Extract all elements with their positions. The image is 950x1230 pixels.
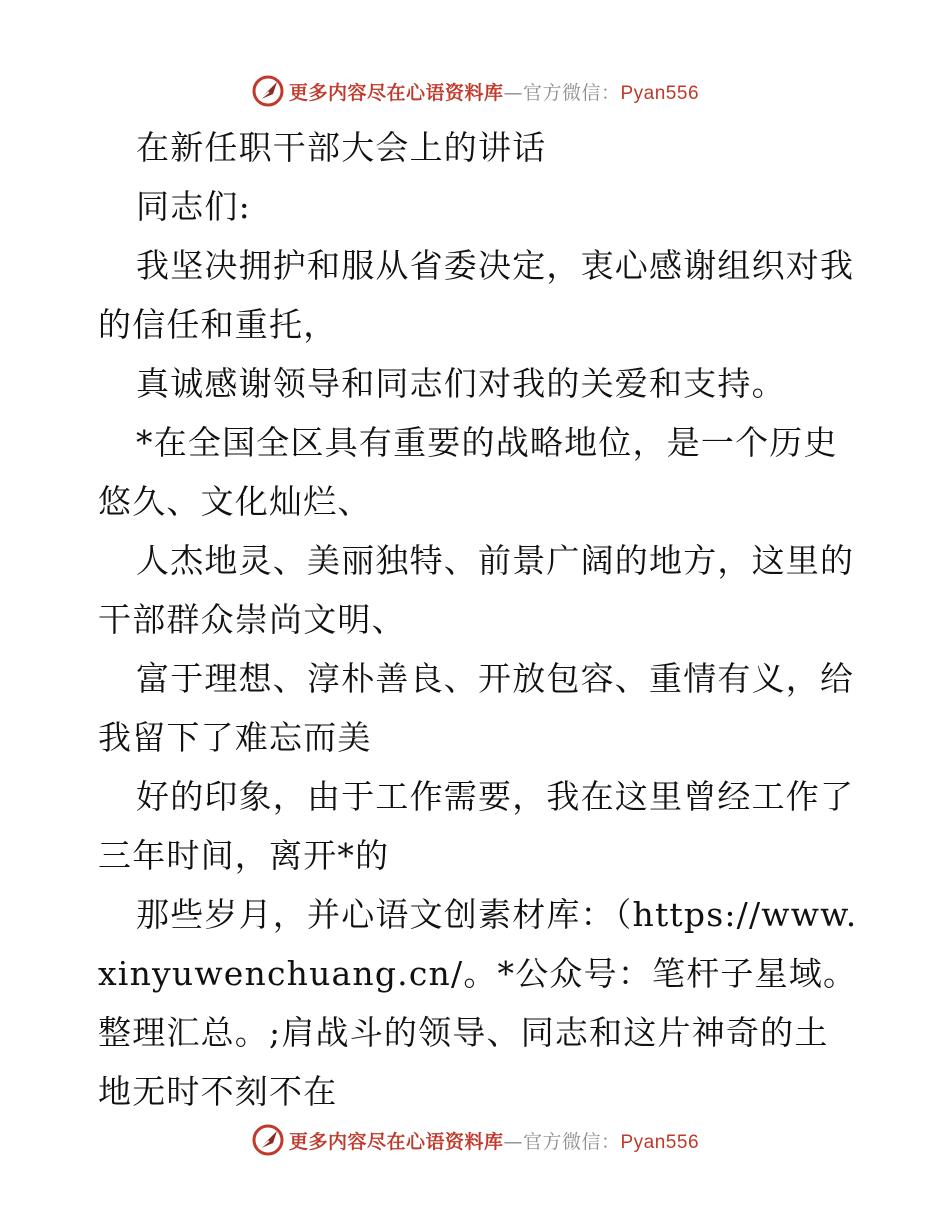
paragraph: 真诚感谢领导和同志们对我的关爱和支持。 <box>136 364 786 403</box>
banner-separator: — <box>503 1130 523 1153</box>
paragraph: 好的印象，由于工作需要，我在这里曾经工作了三年时间，离开*的 <box>98 777 855 875</box>
footer-banner <box>0 1120 950 1160</box>
paragraph: 富于理想、淳朴善良、开放包容、重情有义，给我留下了难忘而美 <box>98 659 855 757</box>
quill-logo-icon <box>251 74 285 108</box>
paragraph: 同志们: <box>136 187 251 226</box>
paragraph: 我坚决拥护和服从省委决定，衷心感谢组织对我的信任和重托， <box>98 246 855 344</box>
header-banner <box>0 71 950 111</box>
banner-text <box>289 1127 699 1154</box>
banner-brand: 更多内容尽在心语资料库 <box>288 81 504 104</box>
paragraph: *在全国全区具有重要的战略地位，是一个历史悠久、文化灿烂、 <box>98 423 838 521</box>
quill-logo-icon <box>251 1123 285 1157</box>
banner-official: 官方微信： <box>522 1130 621 1153</box>
banner-brand: 更多内容尽在心语资料库 <box>288 1130 504 1153</box>
banner-wechat-id: Pyan556 <box>620 1131 700 1153</box>
paragraph: 那些岁月，并心语文创素材库：（https://www.xinyuwenchuang.cn/。*公众号：笔杆子星域。整理汇总。;肩战斗的领导、同志和这片神奇的土地无时不刻不在 <box>98 895 858 1111</box>
banner-official: 官方微信： <box>522 81 621 104</box>
paragraph: 人杰地灵、美丽独特、前景广阔的地方，这里的干部群众崇尚文明、 <box>98 541 855 639</box>
document-body <box>98 118 858 1121</box>
banner-separator: — <box>503 81 523 104</box>
document-title: 在新任职干部大会上的讲话 <box>136 128 547 167</box>
banner-wechat-id: Pyan556 <box>620 82 700 104</box>
banner-text <box>289 78 699 105</box>
